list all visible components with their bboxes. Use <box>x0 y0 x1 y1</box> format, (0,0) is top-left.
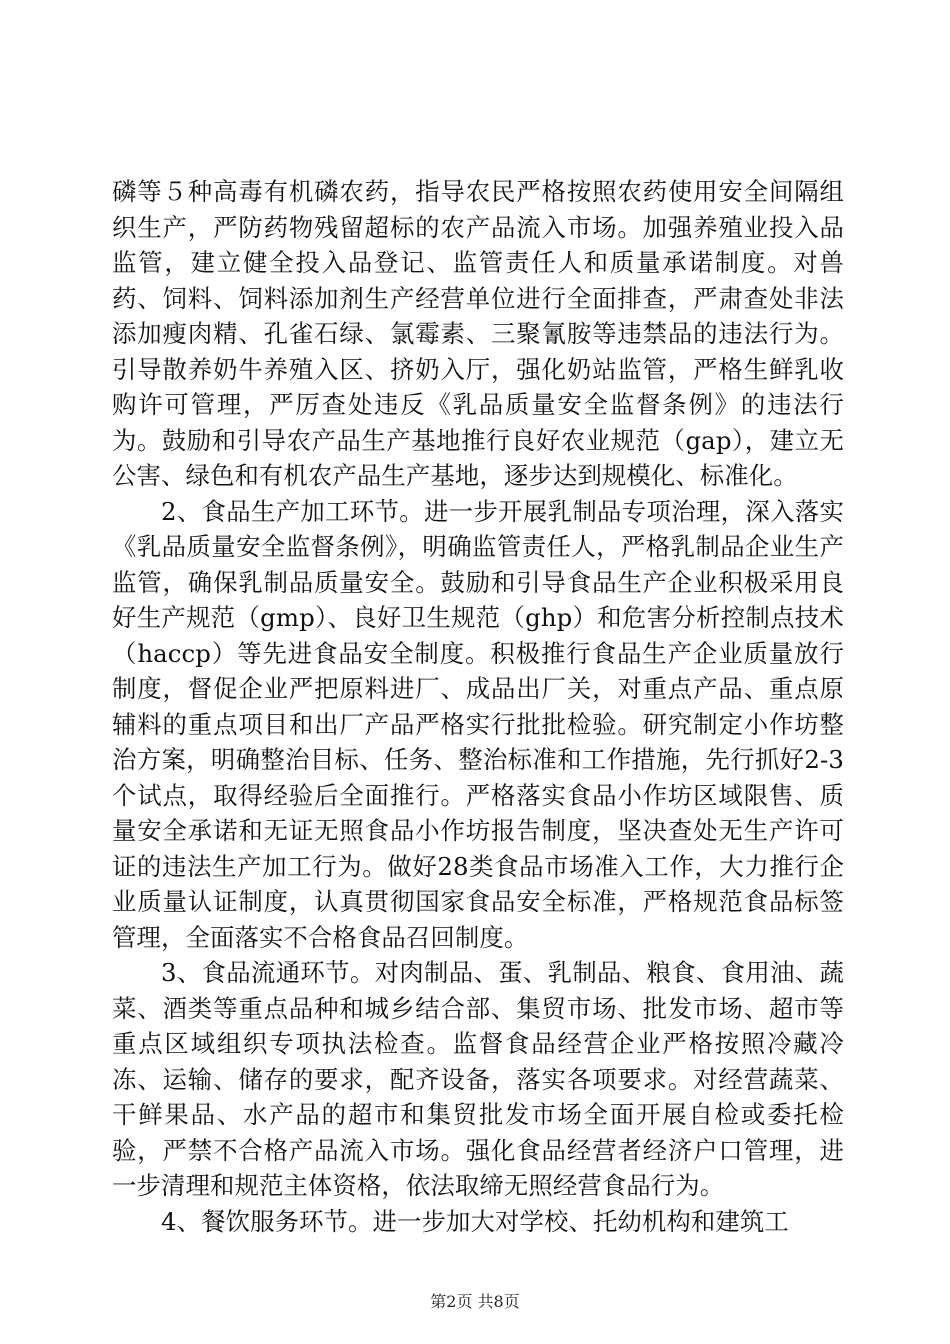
page-number-label: 第2页 共8页 <box>430 1292 520 1311</box>
paragraph-food-circulation: 3、食品流通环节。对肉制品、蛋、乳制品、粮食、食用油、蔬菜、酒类等重点品种和城乡结合部、集贸市场、批发市场、超市等重点区域组织专项执法检查。监督食品经营企业严格按照冷藏冷冻、运输、储存的要求，配齐设备，落实各项要求。对经营蔬菜、干鲜果品、水产品的超市和集贸批发市场全面开展自检或委托检验，严禁不合格产品流入市场。强化食品经营者经济户口管理，进一步清理和规范主体资格，依法取缔无照经营食品行为。 <box>112 958 844 1200</box>
paragraph-catering-service: 4、餐饮服务环节。进一步加大对学校、托幼机构和建筑工 <box>161 1206 789 1236</box>
paragraph-food-production: 2、食品生产加工环节。进一步开展乳制品专项治理，深入落实《乳品质量安全监督条例》，明确监管责任人，严格乳制品企业生产监管，确保乳制品质量安全。鼓励和引导食品生产企业积极采用良好生产规范（gmp）、良好卫生规范（ghp）和危害分析控制点技术（haccp）等先进食品安全制度。积极推行食品生产企业质量放行制度，督促企业严把原料进厂、成品出厂关，对重点产品、重点原辅料的重点项目和出厂产品严格实行批批检验。研究制定小作坊整治方案，明确整治目标、任务、整治标准和工作措施，先行抓好2-3个试点，取得经验后全面推行。严格落实食品小作坊区域限售、质量安全承诺和无证无照食品小作坊报告制度，坚决查处无生产许可证的违法生产加工行为。做好28类食品市场准入工作，大力推行企业质量认证制度，认真贯彻国家食品安全标准，严格规范食品标签管理，全面落实不合格食品召回制度。 <box>112 496 844 952</box>
page-footer <box>0 1289 950 1312</box>
document-body <box>112 174 844 1239</box>
paragraph-continued: 磷等５种高毒有机磷农药，指导农民严格按照农药使用安全间隔组织生产，严防药物残留超标的农产品流入市场。加强养殖业投入品监管，建立健全投入品登记、监管责任人和质量承诺制度。对兽药、饲料、饲料添加剂生产经营单位进行全面排查，严肃查处非法添加瘦肉精、孔雀石绿、氯霉素、三聚氰胺等违禁品的违法行为。引导散养奶牛养殖入区、挤奶入厅，强化奶站监管，严格生鲜乳收购许可管理，严厉查处违反《乳品质量安全监督条例》的违法行为。鼓励和引导农产品生产基地推行良好农业规范（gap），建立无公害、绿色和有机农产品生产基地，逐步达到规模化、标准化。 <box>112 177 844 490</box>
